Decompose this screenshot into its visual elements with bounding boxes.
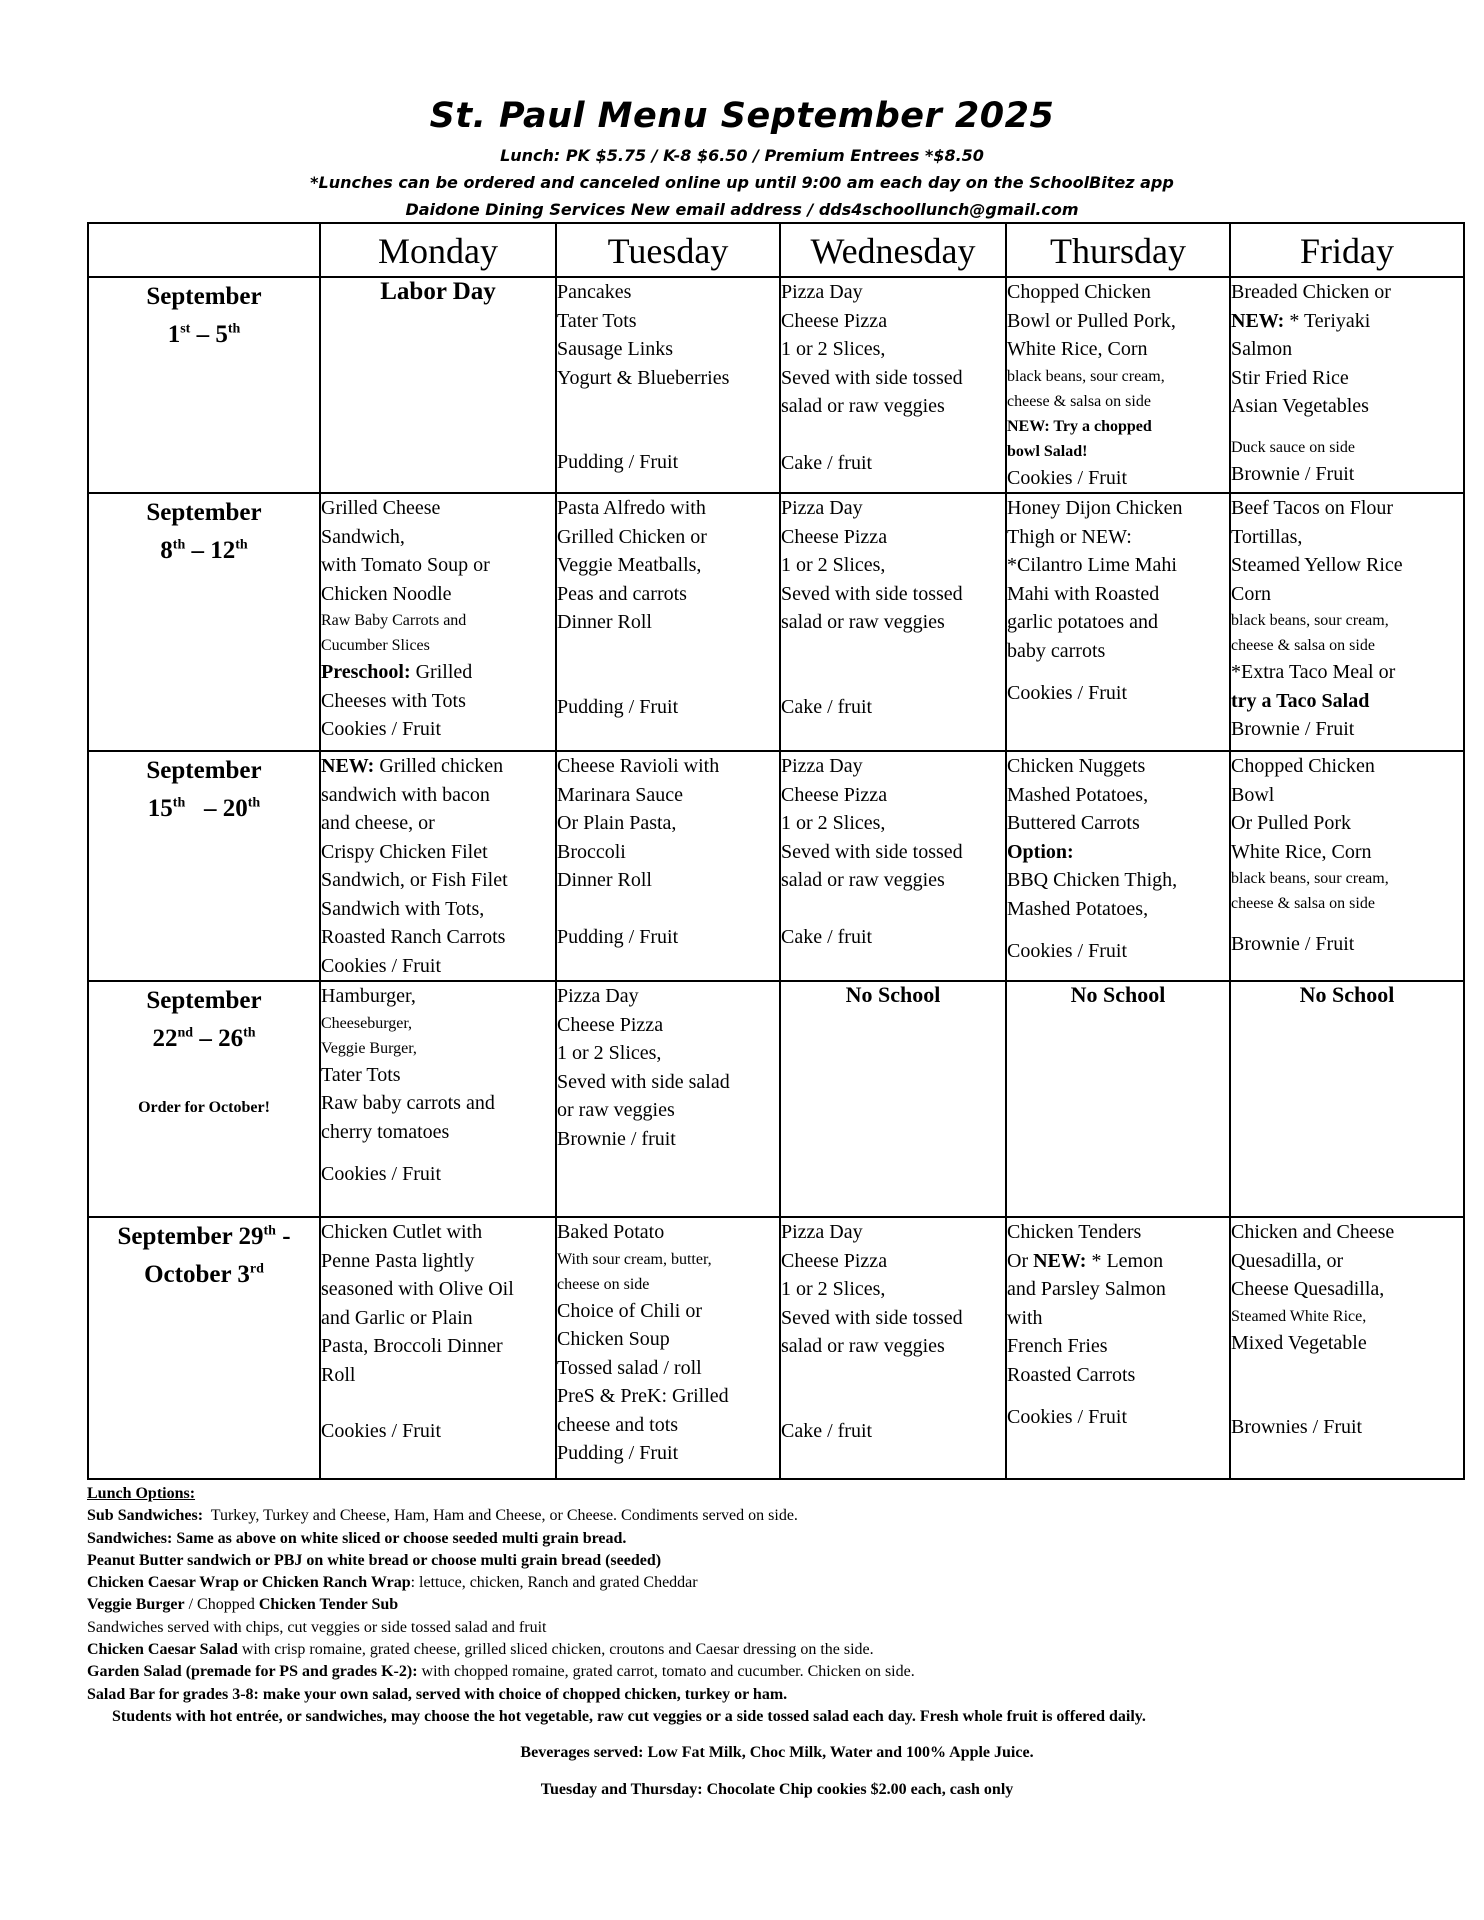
week-label: September 1st – 5th <box>88 277 320 493</box>
menu-cell-friday: Beef Tacos on Flour Tortillas, Steamed Yellow Rice Corn black beans, sour cream, cheese & salsa on side *Extra Taco Meal or try a Taco Salad Brownie / Fruit <box>1230 493 1464 751</box>
menu-cell-tuesday: Pizza Day Cheese Pizza 1 or 2 Slices, Seved with side salad or raw veggies Brownie / fruit <box>556 981 780 1217</box>
day-header-tuesday: Tuesday <box>556 223 780 277</box>
day-header-row <box>88 223 1464 277</box>
menu-cell-monday: Chicken Cutlet with Penne Pasta lightly seasoned with Olive Oil and Garlic or Plain Pasta, Broccoli Dinner Roll Cookies / Fruit <box>320 1217 556 1479</box>
menu-cell-monday: Grilled Cheese Sandwich, with Tomato Soup or Chicken Noodle Raw Baby Carrots and Cucumber Slices Preschool: Grilled Cheeses with Tots Cookies / Fruit <box>320 493 556 751</box>
ordering-note: *Lunches can be ordered and canceled online up until 9:00 am each day on the SchoolBitez app <box>310 173 1174 192</box>
week-label: September 29th - October 3rd <box>88 1217 320 1479</box>
week-row <box>88 277 1464 493</box>
menu-cell-friday: Breaded Chicken or NEW: * Teriyaki Salmon Stir Fried Rice Asian Vegetables Duck sauce on side Brownie / Fruit <box>1230 277 1464 493</box>
day-header-monday: Monday <box>320 223 556 277</box>
menu-cell-thursday: Chicken Tenders Or NEW: * Lemon and Parsley Salmon with French Fries Roasted Carrots Cookies / Fruit <box>1006 1217 1230 1479</box>
no-school-label: No School <box>1006 981 1230 1217</box>
menu-cell-thursday: Honey Dijon Chicken Thigh or NEW: *Cilantro Lime Mahi Mahi with Roasted garlic potatoes and baby carrots Cookies / Fruit <box>1006 493 1230 751</box>
menu-cell-monday: NEW: Grilled chicken sandwich with bacon and cheese, or Crispy Chicken Filet Sandwich, or Fish Filet Sandwich with Tots, Roasted Ranch Carrots Cookies / Fruit <box>320 751 556 981</box>
menu-table <box>87 222 1465 1480</box>
week-label: September 22nd – 26th Order for October! <box>88 981 320 1217</box>
menu-cell-friday: Chopped Chicken Bowl Or Pulled Pork White Rice, Corn black beans, sour cream, cheese & salsa on side Brownie / Fruit <box>1230 751 1464 981</box>
menu-cell-thursday: Chopped Chicken Bowl or Pulled Pork, White Rice, Corn black beans, sour cream, cheese & salsa on side NEW: Try a chopped bowl Salad! Cookies / Fruit <box>1006 277 1230 493</box>
email-note: Daidone Dining Services New email address / dds4schoollunch@gmail.com <box>405 200 1079 219</box>
week-label: September 8th – 12th <box>88 493 320 751</box>
menu-cell-friday: Chicken and Cheese Quesadilla, or Cheese Quesadilla, Steamed White Rice, Mixed Vegetable Brownies / Fruit <box>1230 1217 1464 1479</box>
day-header-friday: Friday <box>1230 223 1464 277</box>
menu-cell-tuesday: Cheese Ravioli with Marinara Sauce Or Plain Pasta, Broccoli Dinner Roll Pudding / Fruit <box>556 751 780 981</box>
menu-cell-tuesday: Pasta Alfredo with Grilled Chicken or Veggie Meatballs, Peas and carrots Dinner Roll Pudding / Fruit <box>556 493 780 751</box>
price-line: Lunch: PK $5.75 / K-8 $6.50 / Premium Entrees *$8.50 <box>500 146 984 165</box>
page-title: St. Paul Menu September 2025 <box>429 96 1055 136</box>
menu-cell-tuesday: Baked Potato With sour cream, butter, cheese on side Choice of Chili or Chicken Soup Tossed salad / roll PreS & PreK: Grilled cheese and tots Pudding / Fruit <box>556 1217 780 1479</box>
beverages-note: Beverages served: Low Fat Milk, Choc Milk, Water and 100% Apple Juice. <box>520 1744 1034 1762</box>
menu-cell-wednesday: Pizza Day Cheese Pizza 1 or 2 Slices, Seved with side tossed salad or raw veggies Cake / fruit <box>780 493 1006 751</box>
cookies-note: Tuesday and Thursday: Chocolate Chip cookies $2.00 each, cash only <box>540 1780 1014 1798</box>
menu-cell-tuesday: Pancakes Tater Tots Sausage Links Yogurt & Blueberries Pudding / Fruit <box>556 277 780 493</box>
lunch-options-heading: Lunch Options: <box>87 1485 196 1502</box>
menu-cell-wednesday: Pizza Day Cheese Pizza 1 or 2 Slices, Seved with side tossed salad or raw veggies Cake / fruit <box>780 1217 1006 1479</box>
week-row <box>88 493 1464 751</box>
week-label: September 15th – 20th <box>88 751 320 981</box>
day-header-wednesday: Wednesday <box>780 223 1006 277</box>
order-note: Order for October! <box>138 1099 270 1116</box>
week-row <box>88 981 1464 1217</box>
lunch-options: Lunch Options: Sub Sandwiches: Turkey, Turkey and Cheese, Ham, Ham and Cheese, or Cheese. Condiments served on side. Sandwiches: Same as above on white sliced or choose seeded multi grain bread. Peanut Butter sandwich or PBJ on white bread or choose multi grain bread (seeded) Chicken Caesar Wrap or Chicken Ranch Wrap: lettuce, chicken, Ranch and grated Cheddar Veggie Burger / Chopped Chicken Tender Sub Sandwiches served with chips, cut veggies or side tossed salad and fruit Chicken Caesar Salad with crisp romaine, grated cheese, grilled sliced chicken, croutons and Caesar dressing on the side. Garden Salad (premade for PS and grades K-2): with chopped romaine, grated carrot, tomato and cucumber. Chicken on side. Salad Bar for grades 3-8: make your own salad, served with choice of chopped chicken, turkey or ham. Students with hot entrée, or sandwiches, may choose the hot vegetable, raw cut veggies or a side tossed salad each day. Fresh whole fruit is offered daily. Beverages served: Low Fat Milk, Choc Milk, Water and 100% Apple Juice. Tuesday and Thursday: Chocolate Chip cookies $2.00 each, cash only <box>87 1483 1467 1801</box>
menu-cell-wednesday: Pizza Day Cheese Pizza 1 or 2 Slices, Seved with side tossed salad or raw veggies Cake / fruit <box>780 277 1006 493</box>
day-header-thursday: Thursday <box>1006 223 1230 277</box>
no-school-label: No School <box>1230 981 1464 1217</box>
corner-cell <box>88 223 320 277</box>
week-row <box>88 1217 1464 1479</box>
menu-cell-wednesday: Pizza Day Cheese Pizza 1 or 2 Slices, Seved with side tossed salad or raw veggies Cake / fruit <box>780 751 1006 981</box>
menu-cell-thursday: Chicken Nuggets Mashed Potatoes, Buttered Carrots Option: BBQ Chicken Thigh, Mashed Potatoes, Cookies / Fruit <box>1006 751 1230 981</box>
holiday-label: Labor Day <box>320 277 556 493</box>
no-school-label: No School <box>780 981 1006 1217</box>
week-row <box>88 751 1464 981</box>
menu-cell-monday: Hamburger, Cheeseburger, Veggie Burger, Tater Tots Raw baby carrots and cherry tomatoes Cookies / Fruit <box>320 981 556 1217</box>
